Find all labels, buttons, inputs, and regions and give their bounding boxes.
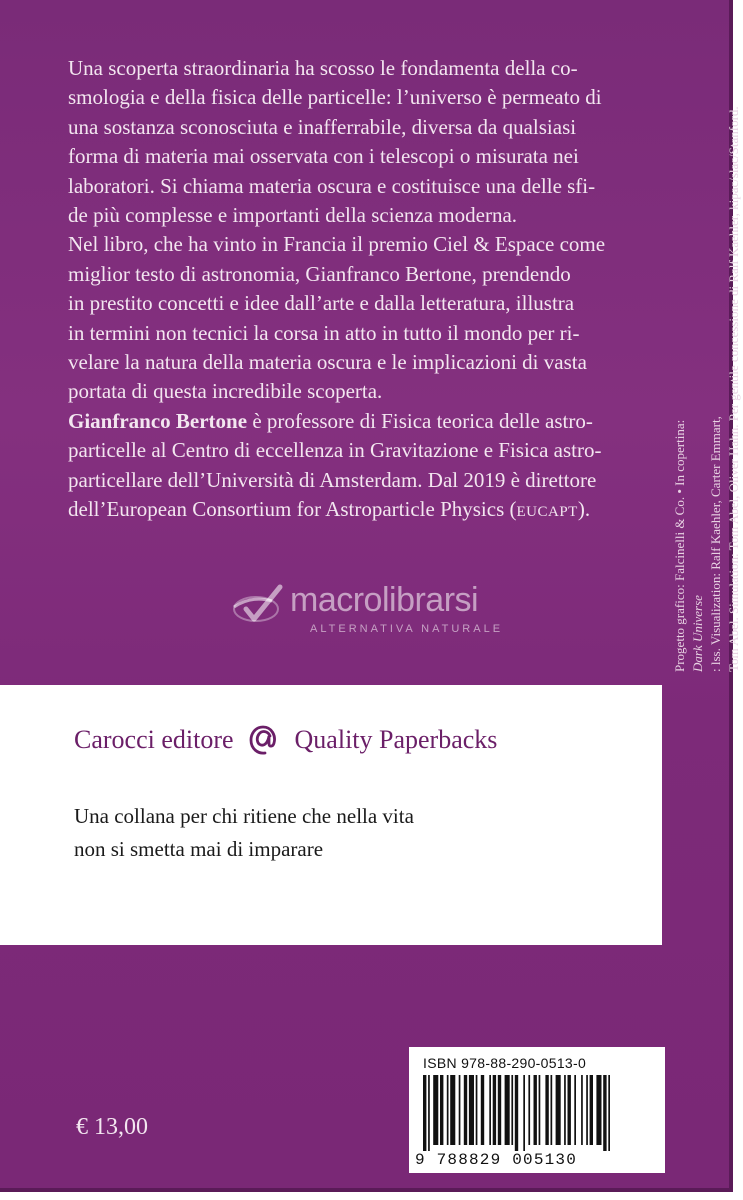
description-line: in termini non tecnici la corsa in atto in tutto il mondo per ri-: [68, 320, 580, 345]
credit-line: Tom Abel. Simulation: Tom Abel, Oliver Hahn. Per gentile concessione di Ralf Kaehler, kipac/slac/Stanford.: [726, 106, 741, 672]
macrolibrarsi-watermark: [228, 579, 528, 639]
author-bio-text: è professore di Fisica teorica delle astro-: [247, 408, 593, 433]
price: € 13,00: [76, 1114, 148, 1140]
author-name: Gianfranco Bertone: [68, 408, 248, 433]
ean-digits: 9 788829 005130: [415, 1151, 578, 1169]
series-name: Quality Paperbacks: [294, 725, 498, 754]
description-line: laboratori. Si chiama materia oscura e costituisce una delle sfi-: [68, 173, 596, 198]
series-tagline: [74, 800, 414, 866]
watermark-name: macrolibrarsi: [290, 581, 479, 619]
description-line: smologia e della fisica delle particelle: l’universo è permeato di: [68, 85, 602, 110]
author-bio: [68, 407, 658, 525]
description-line: una sostanza sconosciuta e inafferrabile, diversa da qualsiasi: [68, 114, 577, 139]
author-bio-line: [68, 495, 658, 524]
publisher-name: Carocci editore: [74, 725, 234, 754]
credit-artwork-title: Dark Universe: [690, 595, 705, 672]
author-bio-line: particellare dell’Università di Amsterdam. Dal 2019 è direttore: [68, 467, 597, 492]
credit-line: [671, 60, 725, 672]
cover-credits: [671, 60, 741, 672]
barcode-graphic: [419, 1075, 655, 1151]
description-line: forma di materia mai osservata con i telescopi o misurata nei: [68, 144, 579, 169]
description-line: in prestito concetti e idee dall’arte e dalla letteratura, illustra: [68, 291, 575, 316]
at-sign-logo-icon: [248, 722, 278, 758]
watermark-tagline: ALTERNATIVA NATURALE: [310, 623, 504, 635]
description-block: [68, 54, 658, 525]
author-bio-line: [68, 407, 658, 436]
tagline-line: Una collana per chi ritiene che nella vita: [74, 804, 414, 828]
author-bio-line: particelle al Centro di eccellenza in Gravitazione e Fisica astro-: [68, 438, 602, 463]
consortium-acronym: eucapt: [516, 497, 578, 522]
description-paragraph: [68, 54, 658, 407]
isbn-number: ISBN 978-88-290-0513-0: [423, 1055, 587, 1071]
author-bio-text: ).: [577, 497, 591, 522]
author-bio-text: dell’European Consortium for Astroparticle Physics (: [68, 497, 517, 522]
description-line: velare la natura della materia oscura e le implicazioni di vasta: [68, 350, 587, 375]
description-line: Una scoperta straordinaria ha scosso le fondamenta della co-: [68, 56, 578, 80]
description-line: miglior testo di astronomia, Gianfranco Bertone, prendendo: [68, 261, 571, 286]
credit-text: : lss. Visualization: Ralf Kaehler, Carter Emmart,: [708, 416, 723, 672]
tagline-line: non si smetta mai di imparare: [74, 837, 324, 861]
publisher-line: [74, 722, 497, 758]
description-line: Nel libro, che ha vinto in Francia il premio Ciel & Espace come: [68, 232, 606, 257]
description-line: portata di questa incredibile scoperta.: [68, 379, 383, 404]
credit-text: Progetto grafico: Falcinelli & Co. • In copertina:: [672, 419, 687, 672]
checkmark-swoosh-icon: [228, 579, 288, 629]
barcode-label: [409, 1047, 665, 1173]
description-line: de più complesse e importanti della scienza moderna.: [68, 203, 518, 228]
